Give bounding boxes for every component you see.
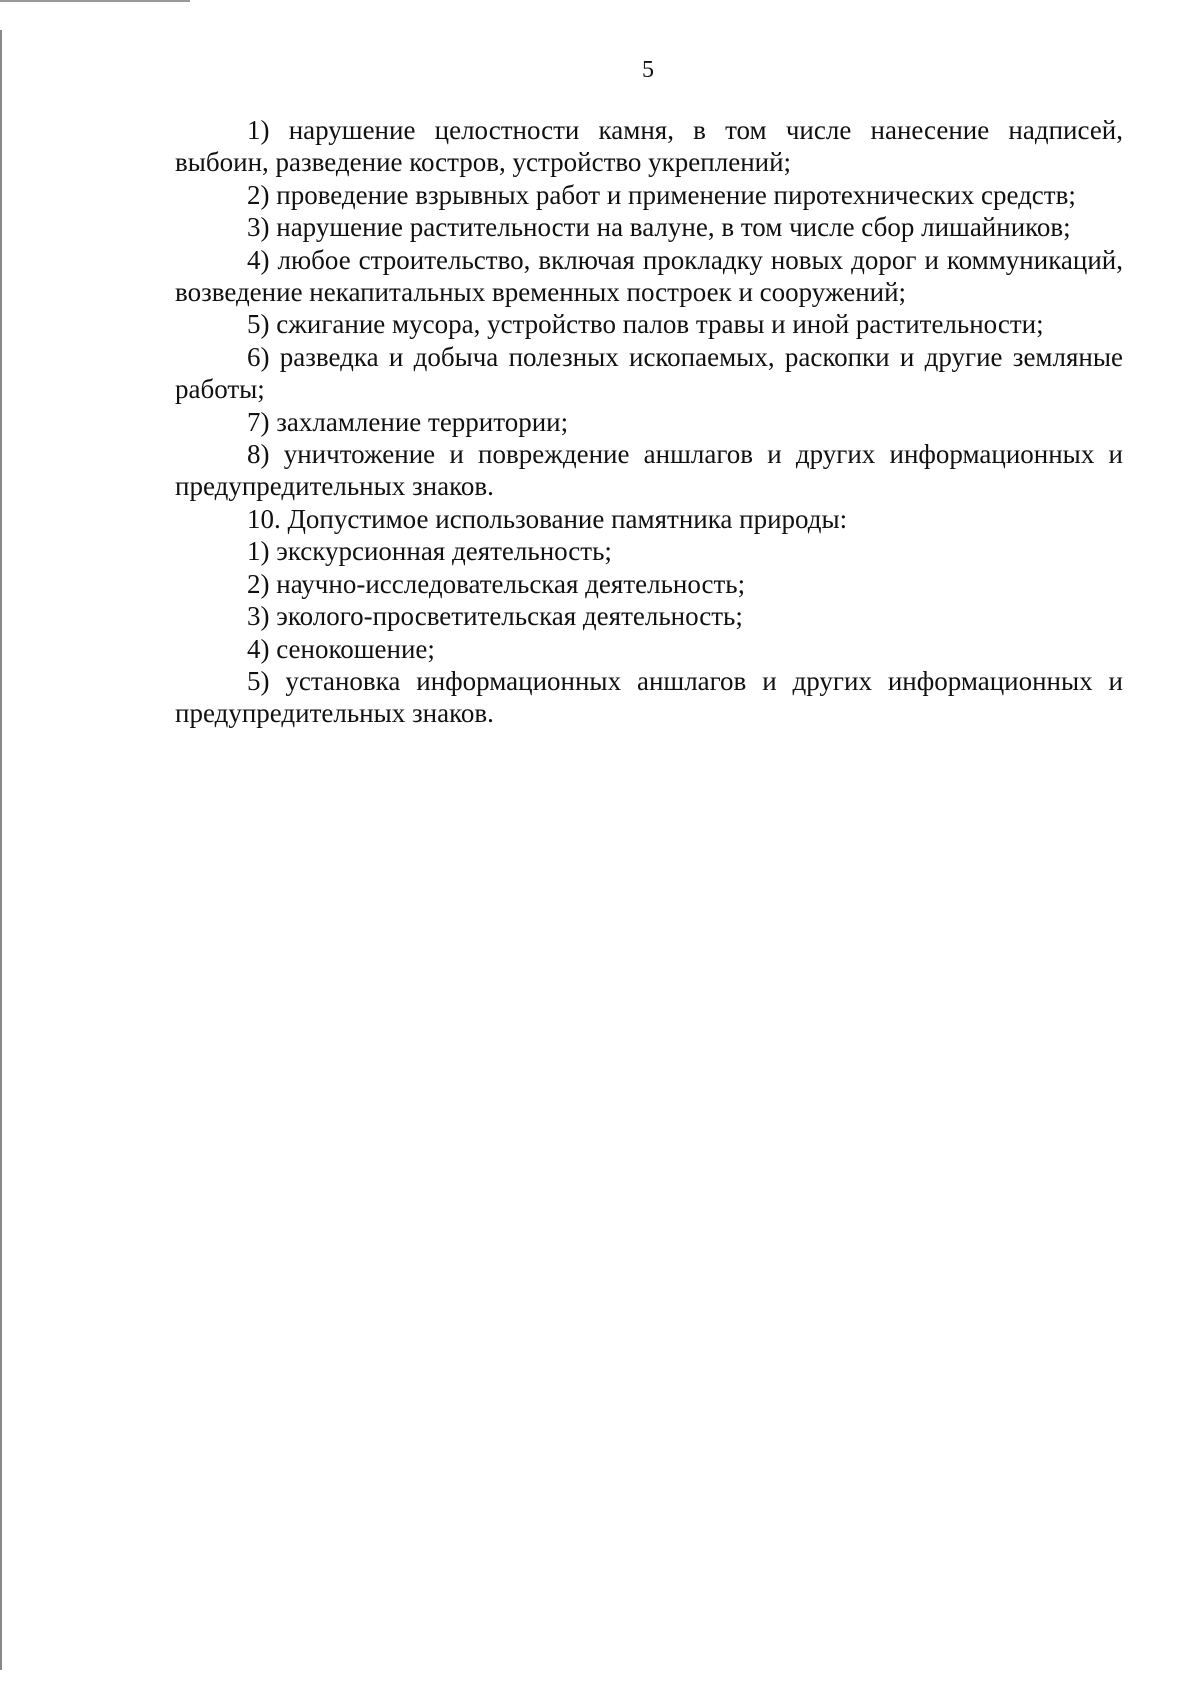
paragraph-prohibition-8: 8) уничтожение и повреждение аншлагов и других информационных и предупредительных знаков.: [175, 439, 1123, 502]
paragraph-prohibition-4: 4) любое строительство, включая прокладку новых дорог и коммуникаций, возведение некапитальных временных построек и сооружений;: [175, 244, 1123, 308]
paragraph-prohibition-6: 6) разведка и добыча полезных ископаемых, раскопки и другие земляные работы;: [175, 341, 1123, 405]
paragraph-allowed-3: 3) эколого-просветительская деятельность;: [247, 601, 743, 632]
document-body: [175, 114, 1123, 730]
scan-edge-top: [0, 0, 190, 2]
paragraph-allowed-2: 2) научно-исследовательская деятельность;: [247, 568, 746, 599]
paragraph-prohibition-2: 2) проведение взрывных работ и применение пиротехнических средств;: [247, 179, 1076, 210]
paragraph-allowed-5: 5) установка информационных аншлагов и других информационных и предупредительных знаков.: [175, 665, 1123, 729]
paragraph-prohibition-7: 7) захламление территории;: [247, 406, 569, 437]
section-heading-allowed-use: 10. Допустимое использование памятника природы:: [247, 503, 848, 534]
paragraph-allowed-1: 1) экскурсионная деятельность;: [247, 536, 612, 567]
paragraph-prohibition-1: 1) нарушение целостности камня, в том числе нанесение надписей, выбоин, разведение костров, устройство укреплений;: [175, 115, 1123, 178]
paragraph-prohibition-3: 3) нарушение растительности на валуне, в том числе сбор лишайников;: [247, 212, 1071, 243]
scan-edge-left: [0, 30, 2, 1670]
paragraph-prohibition-5: 5) сжигание мусора, устройство палов травы и иной растительности;: [247, 309, 1044, 340]
paragraph-allowed-4: 4) сенокошение;: [247, 633, 435, 664]
page-number: 5: [642, 57, 654, 83]
